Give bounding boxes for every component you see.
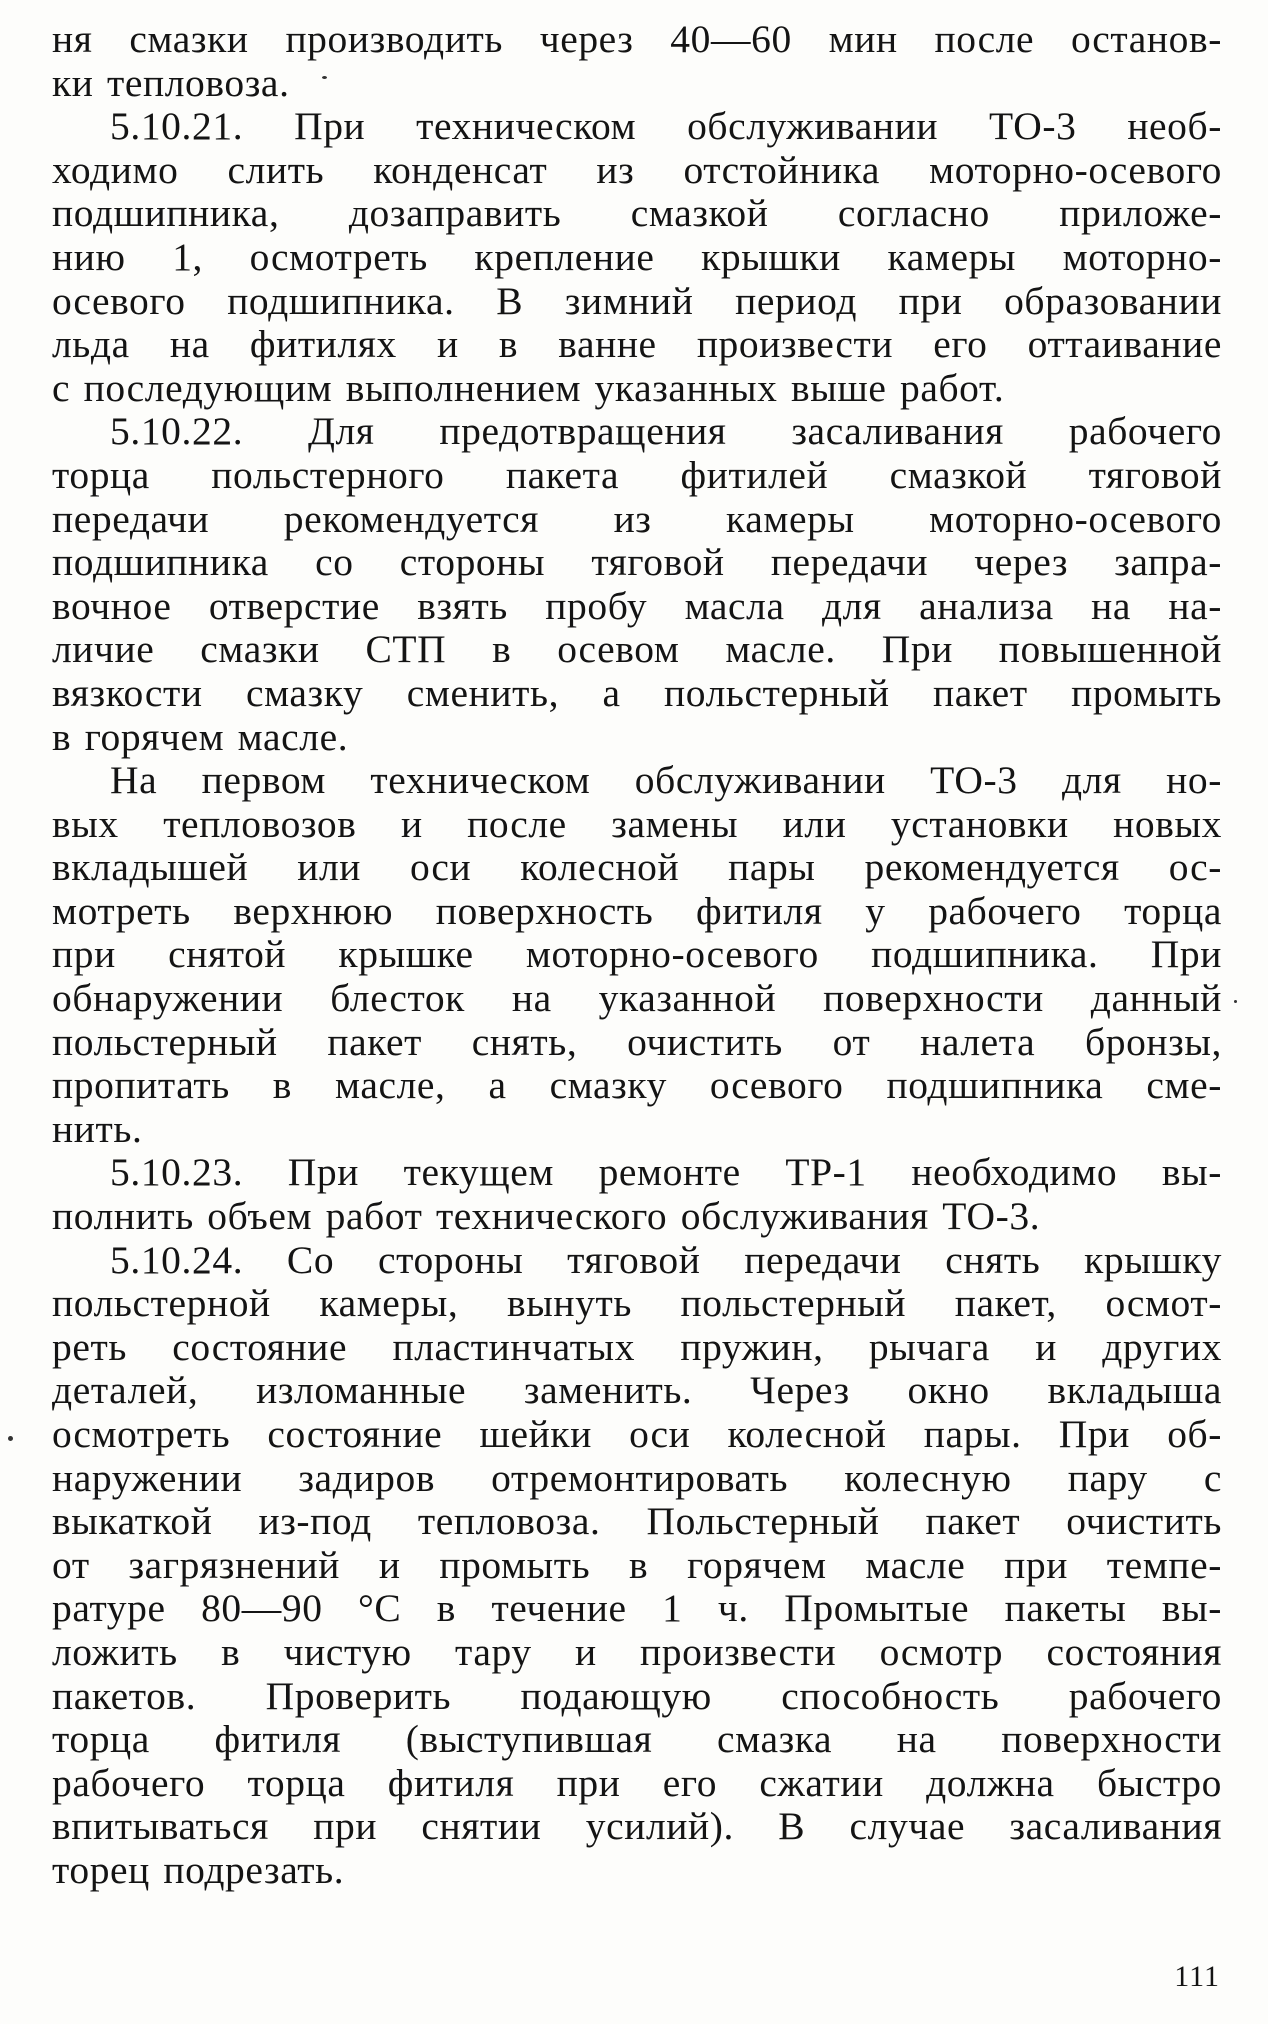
text-line: от загрязнений и промыть в горячем масле при темпе- bbox=[52, 1542, 1222, 1587]
text-line: в горячем масле. bbox=[52, 714, 349, 759]
scan-speck bbox=[8, 1436, 13, 1441]
text-line: торец подрезать. bbox=[52, 1847, 345, 1892]
text-line: ня смазки производить через 40—60 мин после останов- bbox=[52, 17, 1222, 61]
text-line: ходимо слить конденсат из отстойника моторно-осевого bbox=[52, 147, 1222, 192]
scan-speck bbox=[322, 76, 327, 79]
text-line: 5.10.23. При текущем ремонте ТР-1 необходимо вы- bbox=[110, 1150, 1222, 1195]
paragraph-p0 bbox=[52, 18, 1222, 105]
text-line: с последующим выполнением указанных выше работ. bbox=[52, 365, 1005, 410]
text-line: На первом техническом обслуживании ТО-3 для но- bbox=[110, 758, 1222, 803]
paragraph-p5 bbox=[52, 1239, 1222, 1893]
text-line: нию 1, осмотреть крепление крышки камеры моторно- bbox=[52, 234, 1222, 279]
text-line: торца польстерного пакета фитилей смазкой тяговой bbox=[52, 452, 1222, 497]
text-line: пакетов. Проверить подающую способность рабочего bbox=[52, 1673, 1222, 1718]
text-line: впитываться при снятии усилий). В случае засаливания bbox=[52, 1804, 1222, 1849]
text-line: ки тепловоза. bbox=[52, 60, 290, 105]
text-line: рабочего торца фитиля при его сжатии должна быстро bbox=[52, 1760, 1222, 1805]
text-line: льда на фитилях и в ванне произвести его оттаивание bbox=[52, 322, 1222, 367]
text-line: наружении задиров отремонтировать колесную пару с bbox=[52, 1455, 1222, 1500]
text-line: осевого подшипника. В зимний период при образовании bbox=[52, 278, 1222, 323]
text-line: пропитать в масле, а смазку осевого подшипника сме- bbox=[52, 1063, 1222, 1108]
text-line: вых тепловозов и после замены или установки новых bbox=[52, 801, 1222, 846]
text-line: вочное отверстие взять пробу масла для анализа на на- bbox=[52, 583, 1222, 628]
text-line: при снятой крышке моторно-осевого подшипника. При bbox=[52, 932, 1222, 977]
text-line: торца фитиля (выступившая смазка на поверхности bbox=[52, 1717, 1222, 1762]
text-line: польстерный пакет снять, очистить от налета бронзы, bbox=[52, 1019, 1222, 1064]
body-text bbox=[52, 18, 1222, 1893]
page-number: 111 bbox=[1174, 1960, 1220, 1993]
text-line: выкаткой из-под тепловоза. Польстерный пакет очистить bbox=[52, 1499, 1222, 1544]
paragraph-p2 bbox=[52, 410, 1222, 759]
text-line: мотреть верхнюю поверхность фитиля у рабочего торца bbox=[52, 888, 1222, 933]
text-line: 5.10.22. Для предотвращения засаливания рабочего bbox=[110, 409, 1222, 454]
text-line: польстерной камеры, вынуть польстерный пакет, осмот- bbox=[52, 1281, 1222, 1326]
text-line: деталей, изломанные заменить. Через окно вкладыша bbox=[52, 1368, 1222, 1413]
text-line: 5.10.24. Со стороны тяговой передачи снять крышку bbox=[110, 1237, 1222, 1282]
text-line: реть состояние пластинчатых пружин, рычага и других bbox=[52, 1324, 1222, 1369]
text-line: вязкости смазку сменить, а польстерный пакет промыть bbox=[52, 670, 1222, 715]
text-line: полнить объем работ технического обслуживания ТО-3. bbox=[52, 1194, 1041, 1239]
text-line: подшипника со стороны тяговой передачи через запра- bbox=[52, 540, 1222, 585]
text-line: подшипника, дозаправить смазкой согласно приложе- bbox=[52, 191, 1222, 236]
text-line: обнаружении блесток на указанной поверхности данный bbox=[52, 976, 1222, 1021]
text-line: ложить в чистую тару и произвести осмотр состояния bbox=[52, 1629, 1222, 1674]
paragraph-p1 bbox=[52, 105, 1222, 410]
text-line: передачи рекомендуется из камеры моторно-осевого bbox=[52, 496, 1222, 541]
text-line: нить. bbox=[52, 1106, 143, 1151]
paragraph-p3 bbox=[52, 759, 1222, 1151]
text-line: вкладышей или оси колесной пары рекомендуется ос- bbox=[52, 845, 1222, 890]
scan-speck bbox=[1234, 1000, 1237, 1003]
text-line: ратуре 80—90 °С в течение 1 ч. Промытые пакеты вы- bbox=[52, 1586, 1222, 1631]
text-line: осмотреть состояние шейки оси колесной пары. При об- bbox=[52, 1412, 1222, 1456]
paragraph-p4 bbox=[52, 1151, 1222, 1238]
text-line: личие смазки СТП в осевом масле. При повышенной bbox=[52, 627, 1222, 672]
text-line: 5.10.21. При техническом обслуживании ТО-3 необ- bbox=[110, 104, 1222, 149]
